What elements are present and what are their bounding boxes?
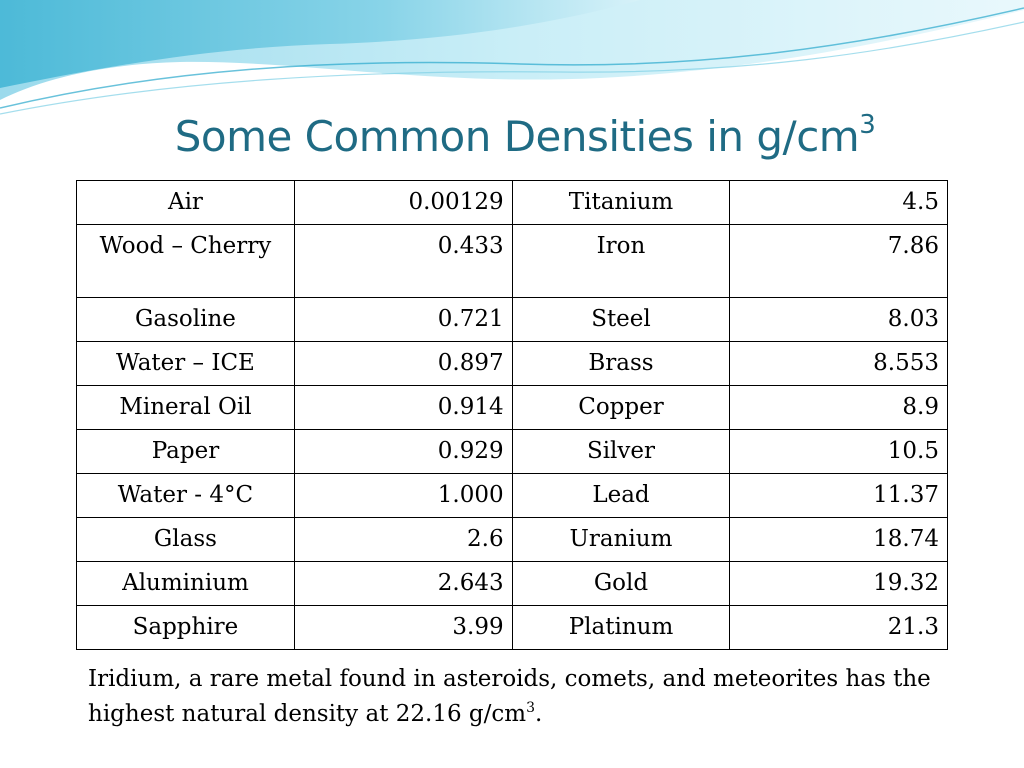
density-value: 8.03 [730,298,948,342]
footnote [88,662,948,732]
material-name: Water – ICE [77,342,295,386]
material-name: Uranium [512,518,730,562]
material-name: Water - 4°C [77,474,295,518]
density-value: 11.37 [730,474,948,518]
density-value: 19.32 [730,562,948,606]
density-value: 18.74 [730,518,948,562]
density-value: 2.643 [294,562,512,606]
table-row [77,225,948,298]
material-name: Titanium [512,181,730,225]
density-value: 8.553 [730,342,948,386]
table-row [77,298,948,342]
density-value: 0.00129 [294,181,512,225]
density-value: 3.99 [294,606,512,650]
wave-decoration [0,0,1024,120]
table-row [77,342,948,386]
density-value: 0.914 [294,386,512,430]
material-name: Silver [512,430,730,474]
material-name: Platinum [512,606,730,650]
footnote-text: Iridium, a rare metal found in asteroids, comets, and meteorites has the highest natural density at 22.16 g/cm [88,666,931,727]
density-value: 0.721 [294,298,512,342]
table-row [77,181,948,225]
density-value: 8.9 [730,386,948,430]
table-row [77,518,948,562]
density-value: 10.5 [730,430,948,474]
table-row [77,430,948,474]
material-name: Paper [77,430,295,474]
material-name: Glass [77,518,295,562]
table-row [77,386,948,430]
density-value: 0.897 [294,342,512,386]
density-table [76,180,948,650]
material-name: Wood – Cherry [77,225,295,298]
table-row [77,606,948,650]
table-row [77,474,948,518]
material-name: Mineral Oil [77,386,295,430]
material-name: Copper [512,386,730,430]
slide-title [0,112,1024,161]
material-name: Gold [512,562,730,606]
density-value: 0.929 [294,430,512,474]
material-name: Iron [512,225,730,298]
material-name: Aluminium [77,562,295,606]
density-value: 7.86 [730,225,948,298]
density-value: 4.5 [730,181,948,225]
density-value: 2.6 [294,518,512,562]
title-text: Some Common Densities in g/cm [174,112,860,161]
material-name: Lead [512,474,730,518]
table-row [77,562,948,606]
material-name: Steel [512,298,730,342]
density-value: 0.433 [294,225,512,298]
footnote-superscript: 3 [526,700,535,716]
material-name: Brass [512,342,730,386]
density-value: 21.3 [730,606,948,650]
material-name: Air [77,181,295,225]
material-name: Gasoline [77,298,295,342]
title-superscript: 3 [859,110,876,140]
footnote-end: . [535,701,543,727]
material-name: Sapphire [77,606,295,650]
density-value: 1.000 [294,474,512,518]
